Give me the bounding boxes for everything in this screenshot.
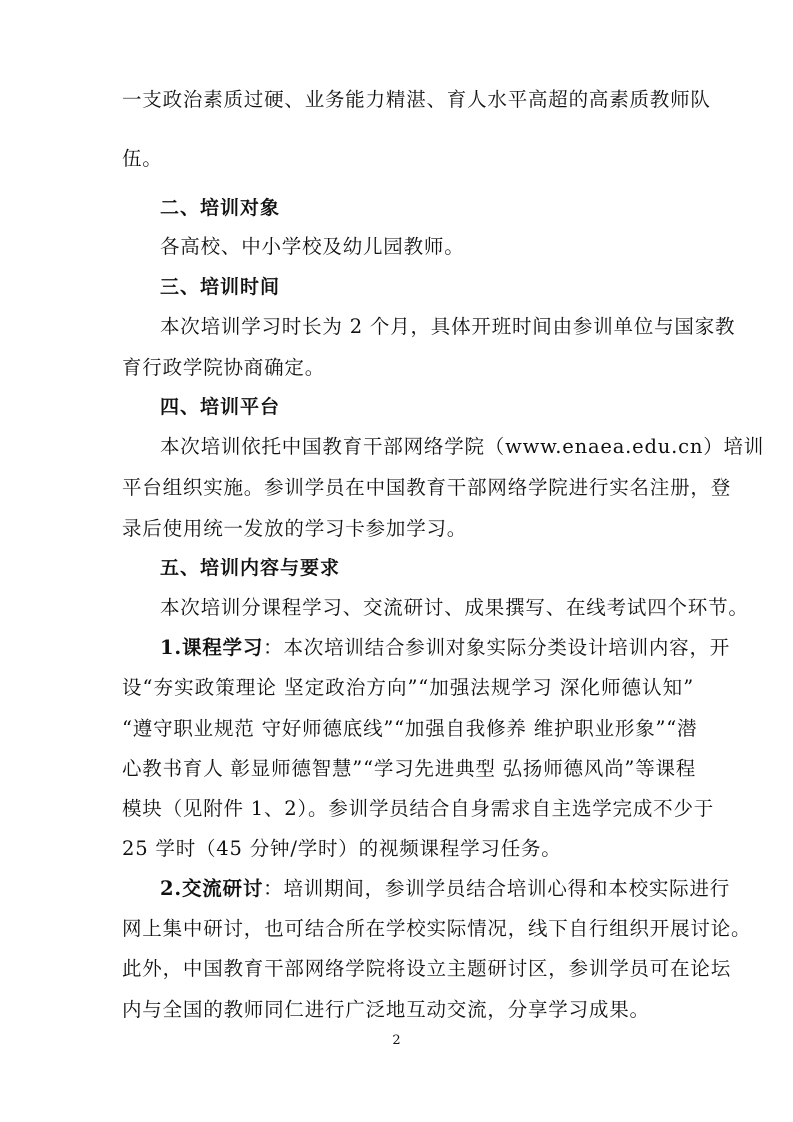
paragraph-line: 一支政治素质过硬、业务能力精湛、育人水平高超的高素质教师队 <box>122 88 711 111</box>
paragraph-line: 录后使用统一发放的学习卡参加学习。 <box>122 517 468 540</box>
paragraph-line: 平台组织实施。参训学员在中国教育干部网络学院进行实名注册，登 <box>122 476 732 499</box>
paragraph-line: 伍。 <box>122 147 163 170</box>
paragraph-line: 心教书育人 彰显师德智慧”“学习先进典型 弘扬师德风尚”等课程 <box>122 757 697 780</box>
paragraph-line: 本次培训分课程学习、交流研讨、成果撰写、在线考试四个环节。 <box>160 596 749 619</box>
paragraph-line: 此外，中国教育干部网络学院将设立主题研讨区，参训学员可在论坛 <box>122 957 732 980</box>
paragraph-line: “遵守职业规范 守好师德底线”“加强自我修养 维护职业形象”“潜 <box>122 717 698 740</box>
paragraph-line: 育行政学院协商确定。 <box>122 356 326 379</box>
page-number: 2 <box>392 1033 401 1048</box>
paragraph-line: 本次培训依托中国教育干部网络学院（www.enaea.edu.cn）培训 <box>160 435 765 458</box>
paragraph-line: 本次培训学习时长为 2 个月，具体开班时间由参训单位与国家教 <box>160 315 736 338</box>
paragraph-line: 各高校、中小学校及幼儿园教师。 <box>160 235 465 258</box>
paragraph-line: 内与全国的教师同仁进行广泛地互动交流，分享学习成果。 <box>122 998 650 1021</box>
section-heading-content: 五、培训内容与要求 <box>160 557 341 579</box>
section-heading-platform: 四、培训平台 <box>160 396 281 418</box>
paragraph-line: 设“夯实政策理论 坚定政治方向”“加强法规学习 深化师德认知” <box>122 676 694 699</box>
item-label-discussion: 2.交流研讨 <box>160 877 264 900</box>
item-text: ：本次培训结合参训对象实际分类设计培训内容，开 <box>263 636 731 659</box>
paragraph-line: 模块（见附件 1、2）。参训学员结合自身需求自主选学完成不少于 <box>122 797 715 820</box>
item-text: ：培训期间，参训学员结合培训心得和本校实际进行 <box>263 877 731 900</box>
paragraph-line: 25 学时（45 分钟/学时）的视频课程学习任务。 <box>122 837 562 860</box>
section-heading-time: 三、培训时间 <box>160 276 281 298</box>
paragraph-line <box>160 635 731 661</box>
section-heading-targets: 二、培训对象 <box>160 197 281 219</box>
paragraph-line: 网上集中研讨，也可结合所在学校实际情况，线下自行组织开展讨论。 <box>122 917 752 940</box>
item-label-course: 1.课程学习 <box>160 636 264 659</box>
paragraph-line <box>160 876 731 902</box>
